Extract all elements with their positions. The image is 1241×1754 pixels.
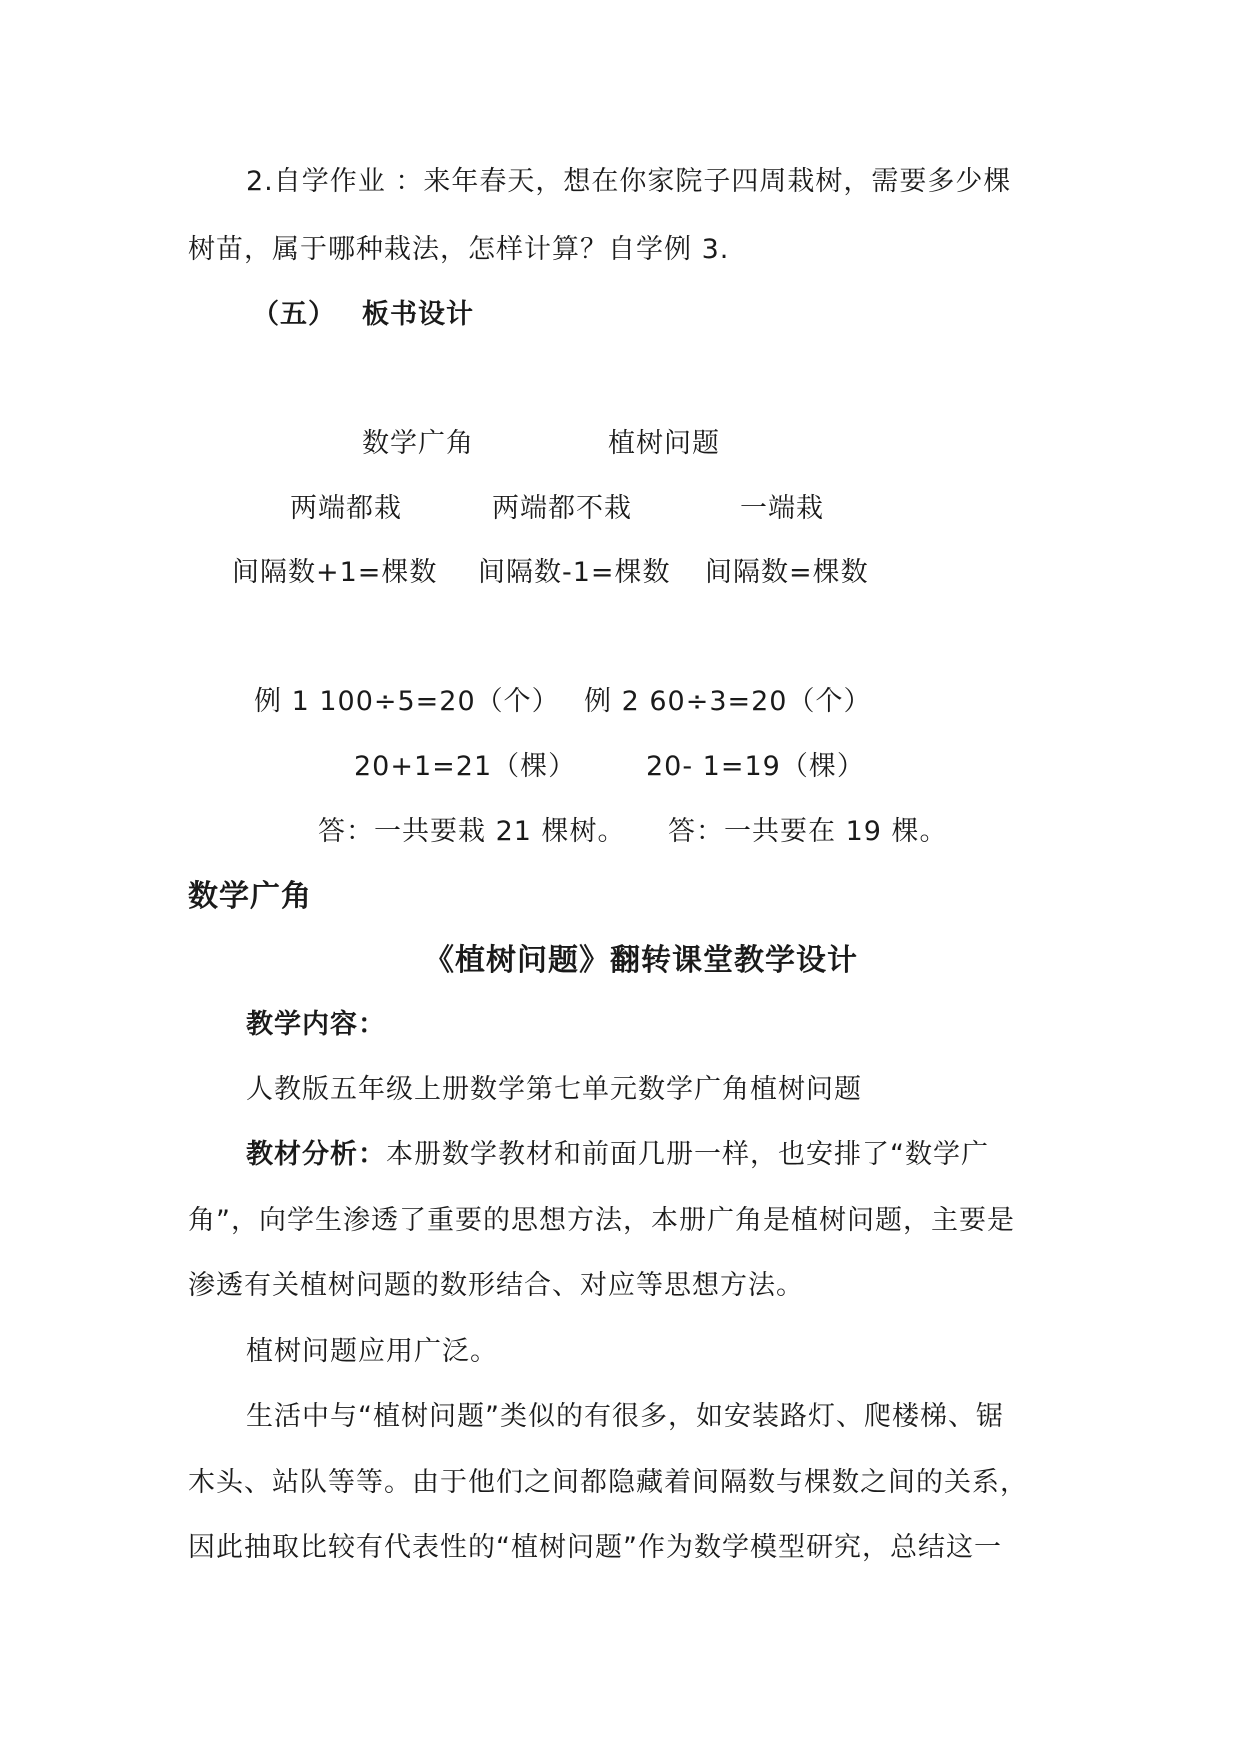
board-case-3: 一端栽 (740, 493, 824, 524)
board-formula-3: 间隔数=棵数 (705, 557, 869, 588)
example-2-step2: 20- 1=19（棵） (646, 751, 865, 782)
board-formula-2: 间隔数-1=棵数 (478, 557, 671, 588)
section-number: （五） (252, 299, 336, 330)
content-text: 人教版五年级上册数学第七单元数学广角植树问题 (246, 1074, 862, 1105)
board-case-2: 两端都不栽 (492, 493, 632, 524)
content-label: 教学内容： (246, 1009, 386, 1040)
analysis-line-1 (246, 1138, 989, 1172)
answer-1: 答：一共要栽 21 棵树。 (318, 816, 626, 847)
board-case-1: 两端都栽 (290, 493, 402, 524)
answer-2: 答：一共要在 19 棵。 (668, 816, 948, 847)
board-title-left: 数学广角 (362, 428, 474, 459)
para-apply: 植树问题应用广泛。 (246, 1336, 498, 1367)
example-2-calc: 例 2 60÷3=20（个） (584, 686, 872, 717)
para-life-line-1: 生活中与“植树问题”类似的有很多，如安装路灯、爬楼梯、锯 (246, 1401, 1004, 1432)
homework-line-1: 2.自学作业 ：来年春天，想在你家院子四周栽树，需要多少棵 (246, 166, 1012, 197)
document-title: 《植树问题》翻转课堂教学设计 (424, 943, 858, 978)
example-1-calc: 例 1 100÷5=20（个） (254, 686, 560, 717)
para-life-line-3: 因此抽取比较有代表性的“植树问题”作为数学模型研究，总结这一 (188, 1532, 1002, 1563)
homework-line-2: 树苗，属于哪种栽法，怎样计算？自学例 3. (188, 234, 730, 265)
board-formula-1: 间隔数+1=棵数 (232, 557, 438, 588)
analysis-text: 本册数学教材和前面几册一样，也安排了“数学广 (386, 1139, 989, 1170)
section-title: 板书设计 (362, 299, 474, 330)
example-1-step2: 20+1=21（棵） (354, 751, 577, 782)
analysis-line-3: 渗透有关植树问题的数形结合、对应等思想方法。 (188, 1270, 804, 1301)
analysis-label: 教材分析： (246, 1139, 386, 1170)
board-title-right: 植树问题 (608, 428, 720, 459)
para-life-line-2: 木头、站队等等。由于他们之间都隐藏着间隔数与棵数之间的关系， (188, 1467, 1028, 1498)
heading-math-corner: 数学广角 (188, 879, 312, 914)
analysis-line-2: 角”，向学生渗透了重要的思想方法，本册广角是植树问题，主要是 (188, 1205, 1015, 1236)
